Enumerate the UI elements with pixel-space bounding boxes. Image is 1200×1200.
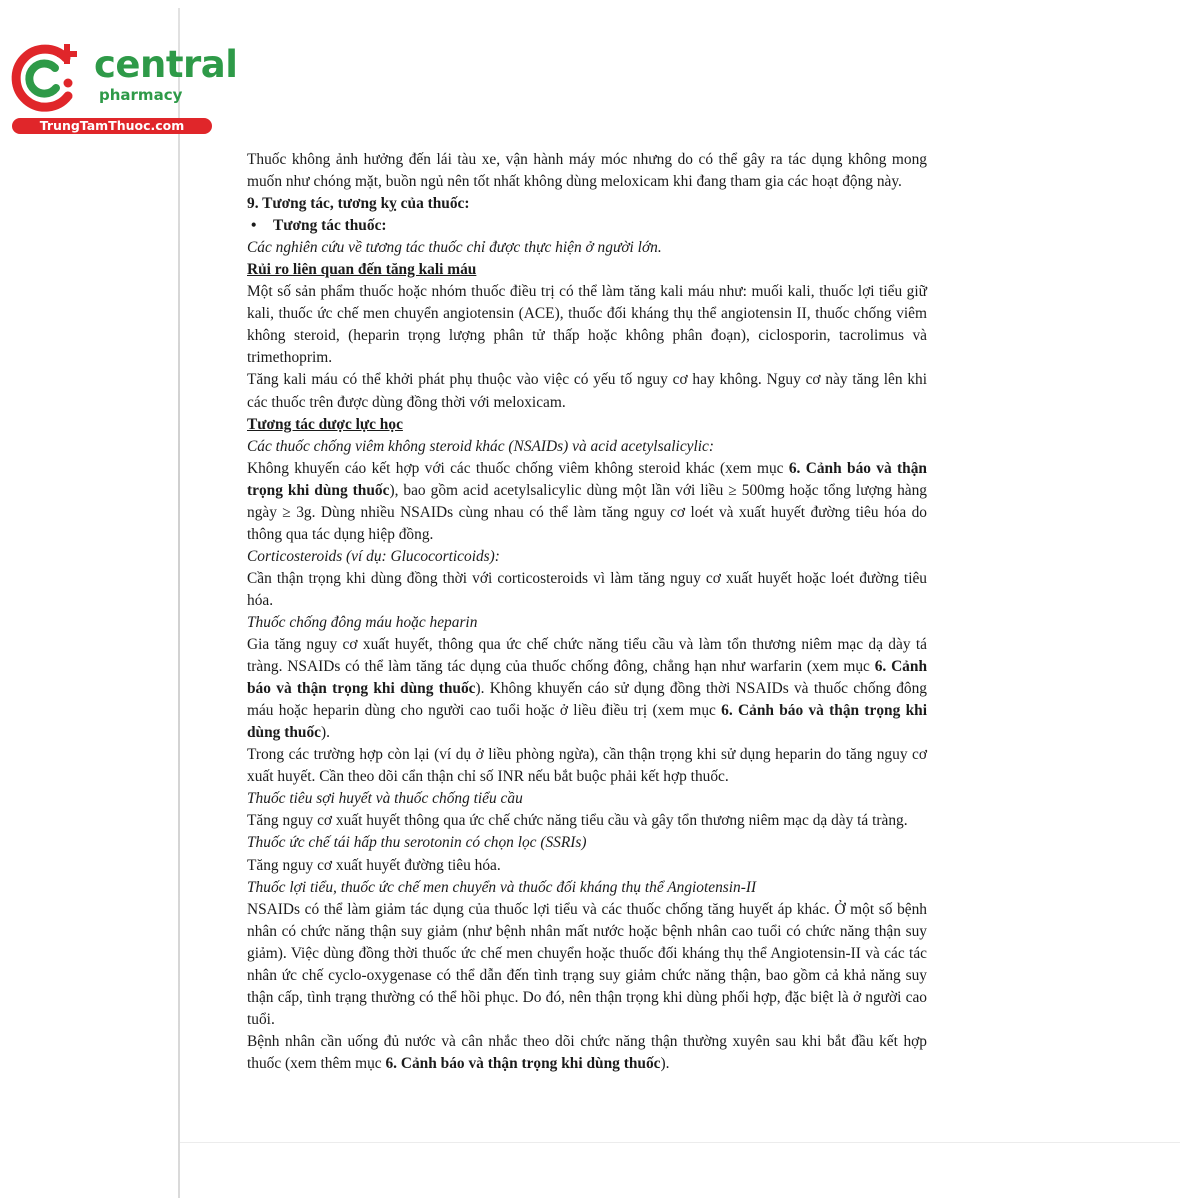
section-6-reference: 6. Cảnh báo và thận trọng khi dùng thuốc	[247, 459, 927, 499]
text-span: Bệnh nhân cần uống đủ nước và cân nhắc theo dõi chức năng thận thường xuyên sau khi bắt đầu kết hợp thuốc (xem thêm mục	[247, 1032, 927, 1072]
section-6-reference: 6. Cảnh báo và thận trọng khi dùng thuốc	[385, 1054, 661, 1072]
paragraph-nsaids	[247, 458, 927, 546]
paragraph-heparin-prophylaxis: Trong các trường hợp còn lại (ví dụ ở liều phòng ngừa), cần thận trọng khi sử dụng heparin do tăng nguy cơ xuất huyết. Cần theo dõi cẩn thận chỉ số INR nếu bắt buộc phải kết hợp thuốc.	[247, 746, 927, 786]
subheading-hyperkalemia: Rủi ro liên quan đến tăng kali máu	[247, 261, 477, 279]
paragraph-diuretics-ace-arb: NSAIDs có thể làm giảm tác dụng của thuốc lợi tiểu và các thuốc chống tăng huyết áp khác. Ở một số bệnh nhân có chức năng thận suy giảm (như bệnh nhân mất nước hoặc bệnh nhân cao tuổi có chức năng thận suy giảm). Việc dùng đồng thời thuốc ức chế men chuyển hoặc thuốc đối kháng thụ thể Angiotensin-II và các tác nhân ức chế cyclo-oxygenase có thể dẫn đến tình trạng suy giảm chức năng thận, bao gồm cả khả năng suy thận cấp, tình trạng thường có thể hồi phục. Do đó, nên thận trọng khi dùng phối hợp, đặc biệt là ở người cao tuổi.	[247, 900, 927, 1028]
subheading-pharmacodynamic: Tương tác dược lực học	[247, 415, 403, 433]
paragraph-hyperkalemia-risk: Tăng kali máu có thể khởi phát phụ thuộc vào việc có yếu tố nguy cơ hay không. Nguy cơ này tăng lên khi các thuốc trên được dùng đồng thời với meloxicam.	[247, 371, 927, 411]
paragraph-driving: Thuốc không ảnh hưởng đến lái tàu xe, vận hành máy móc nhưng do có thể gây ra tác dụng không mong muốn như chóng mặt, buồn ngủ nên tốt nhất không dùng meloxicam khi đang tham gia các hoạt động này.	[247, 151, 927, 191]
brand-name: central	[94, 43, 238, 86]
text-span: ).	[660, 1054, 670, 1072]
subtitle-corticosteroids: Corticosteroids (ví dụ: Glucocorticoids):	[247, 547, 500, 565]
paragraph-thrombolytics: Tăng nguy cơ xuất huyết thông qua ức chế chức năng tiểu cầu và gây tổn thương niêm mạc dạ dày tá tràng.	[247, 812, 908, 830]
text-span: ). Không khuyến cáo sử dụng đồng thời NSAIDs và thuốc chống đông máu hoặc heparin dùng cho người cao tuổi hoặc ở liều điều trị (xem mục	[247, 680, 927, 720]
text-span: ).	[321, 724, 330, 742]
paragraph-anticoagulants	[247, 634, 927, 744]
scan-edge	[178, 8, 180, 1198]
section-6-reference: 6. Cảnh báo và thận trọng khi dùng thuốc	[247, 702, 928, 742]
pharmacy-c-cross-icon	[8, 38, 88, 118]
subtitle-nsaids: Các thuốc chống viêm không steroid khác (NSAIDs) và acid acetylsalicylic:	[247, 437, 714, 455]
bullet-dot-icon: •	[251, 217, 257, 235]
section-9-heading: 9. Tương tác, tương kỵ của thuốc:	[247, 195, 470, 213]
subtitle-diuretics-ace-arb: Thuốc lợi tiểu, thuốc ức chế men chuyển và thuốc đối kháng thụ thể Angiotensin-II	[247, 878, 757, 896]
central-pharmacy-logo[interactable]	[8, 38, 238, 138]
bullet-label: Tương tác thuốc:	[273, 217, 387, 235]
subtitle-ssris: Thuốc ức chế tái hấp thu serotonin có chọn lọc (SSRIs)	[247, 834, 587, 852]
text-span: ), bao gồm acid acetylsalicylic dùng một lần với liều ≥ 500mg hoặc tổng lượng hàng ngày ≥ 3g. Dùng nhiều NSAIDs cùng nhau có thể làm tăng nguy cơ loét và xuất huyết đường tiêu hóa do thông qua tác dụng hiệp đồng.	[247, 481, 927, 543]
section-6-reference: 6. Cảnh báo và thận trọng khi dùng thuốc	[247, 658, 927, 698]
text-span: Gia tăng nguy cơ xuất huyết, thông qua ức chế chức năng tiểu cầu và làm tổn thương niêm mạc dạ dày tá tràng. NSAIDs có thể làm tăng tác dụng của thuốc chống đông, chẳng hạn như warfarin (xem mục	[247, 636, 927, 676]
paragraph-ssris: Tăng nguy cơ xuất huyết đường tiêu hóa.	[247, 856, 501, 874]
document-body	[247, 149, 927, 1075]
subtitle-anticoagulants: Thuốc chống đông máu hoặc heparin	[247, 613, 478, 631]
paragraph-corticosteroids: Cần thận trọng khi dùng đồng thời với corticosteroids vì làm tăng nguy cơ xuất huyết hoặc loét đường tiêu hóa.	[247, 569, 927, 609]
subtitle-thrombolytics: Thuốc tiêu sợi huyết và thuốc chống tiểu cầu	[247, 790, 523, 808]
brand-subtitle: pharmacy	[99, 86, 183, 104]
note-adults-only: Các nghiên cứu về tương tác thuốc chỉ được thực hiện ở người lớn.	[247, 239, 662, 257]
paragraph-hyperkalemia-drugs: Một số sản phẩm thuốc hoặc nhóm thuốc điều trị có thể làm tăng kali máu như: muối kali, thuốc lợi tiểu giữ kali, thuốc ức chế men chuyển angiotensin (ACE), thuốc đối kháng thụ thể angiotensin II, thuốc chống viêm không steroid, (heparin trọng lượng phân tử thấp hoặc không phân đoạn), ciclosporin, tacrolimus và trimethoprim.	[247, 283, 927, 367]
text-span: Không khuyến cáo kết hợp với các thuốc chống viêm không steroid khác (xem mục	[247, 459, 789, 477]
bullet-drug-interaction	[247, 215, 927, 237]
brand-site-banner: TrungTamThuoc.com	[12, 118, 212, 134]
paragraph-hydration	[247, 1031, 927, 1075]
scan-bottom-edge	[180, 1142, 1180, 1143]
